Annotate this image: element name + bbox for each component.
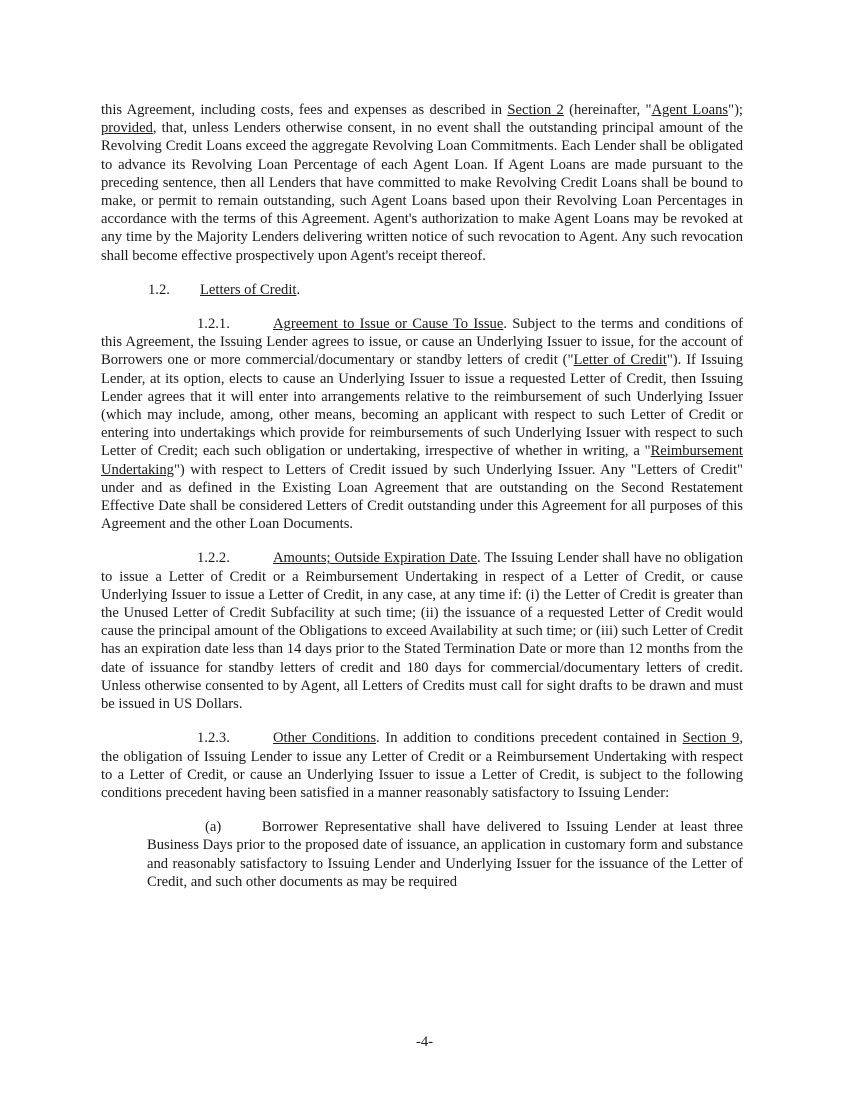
clause-label: (a) <box>205 819 222 836</box>
section-number: 1.2.3. <box>197 730 230 747</box>
section-1-2-2-paragraph <box>101 549 743 713</box>
section-1-2-heading <box>101 281 743 299</box>
section-9-reference: Section 9 <box>682 730 740 747</box>
section-number: 1.2.2. <box>197 550 230 567</box>
text-run: ") with respect to Letters of Credit issued by such Underlying Issuer. Any "Letters of Credit" under and as defined in the Existing Loan Agreement that are outstanding on the Second Restatement Effective Date shall be considered Letters of Credit outstanding under this Agreement for all purposes of this Agreement and the other Loan Documents. <box>101 461 743 533</box>
section-2-reference: Section 2 <box>507 102 564 118</box>
page-number: -4- <box>415 1034 434 1050</box>
text-run: . In addition to conditions precedent contained in <box>376 730 683 747</box>
section-number: 1.2.1. <box>197 316 230 333</box>
defined-term-letter-of-credit: Letter of Credit <box>573 352 667 369</box>
text-run: , that, unless Lenders otherwise consent, in no event shall the outstanding principal amount of the Revolving Credit Loans exceed the aggregate Revolving Loan Commitments. Each Lender shall be obligated to advance its Revolving Loan Percentage of each Agent Loan. If Agent Loans are made pursuant to the preceding sentence, then all Lenders that have committed to make Revolving Credit Loans shall be bound to make, or permit to remain outstanding, such Agent Loans based upon their Revolving Loan Percentages in accordance with the terms of this Agreement. Agent's authorization to make Agent Loans may be revoked at any time by the Majority Lenders delivering written notice of such revocation to Agent. Any such revocation shall become effective prospectively upon Agent's receipt thereof. <box>101 120 743 264</box>
clause-a-paragraph <box>101 818 743 891</box>
text-run: , the obligation of Issuing Lender to issue any Letter of Credit or a Reimbursement Undertaking with respect to a Letter of Credit, or cause an Underlying Issuer to issue a Letter of Credit, is subject to the following conditions precedent having been satisfied in a manner reasonably satisfactory to Issuing Lender: <box>101 730 743 801</box>
text-run: "). If Issuing Lender, at its option, elects to cause an Underlying Issuer to issue a requested Letter of Credit, then Issuing Lender agrees that it will enter into arrangements relative to the reimbursement of such Underlying Issuer (which may include, among, other means, becoming an applicant with respect to such Letter of Credit or entering into undertakings which provide for reimbursements of such Underlying Issuer with respect to such Letter of Credit; each such obligation or undertaking, irrespective of whether in writing, a " <box>101 352 743 460</box>
defined-term-reimbursement-undertaking: Reimbursement Undertaking <box>101 443 743 478</box>
section-title: Letters of Credit <box>200 281 297 298</box>
section-1-2-3-paragraph <box>101 729 743 802</box>
text-run: . Subject to the terms and conditions of this Agreement, the Issuing Lender agrees to issue, or cause an Underlying Issuer to issue, for the account of Borrowers one or more commercial/documentary or standby letters of credit (" <box>101 316 743 369</box>
section-1-2-1-paragraph <box>101 315 743 533</box>
text-run: . <box>296 281 301 298</box>
text-run: . The Issuing Lender shall have no obligation to issue a Letter of Credit or a Reimbursement Undertaking in respect of a Letter of Credit, or cause Underlying Issuer to issue a Letter of Credit, in any case, at any time if: (i) the Letter of Credit is greater than the Unused Letter of Credit Subfacility at such time; (ii) the issuance of a requested Letter of Credit would cause the principal amount of the Obligations to exceed Availability at such time; or (iii) such Letter of Credit has an expiration date less than 14 days prior to the Stated Termination Date or more than 12 months from the date of issuance for standby letters of credit and 180 days for commercial/documentary letters of credit. Unless otherwise consented to by Agent, all Letters of Credits must call for sight drafts to be drawn and must be issued in US Dollars. <box>101 550 743 713</box>
section-title: Other Conditions <box>273 730 377 747</box>
text-run: this Agreement, including costs, fees and expenses as described in <box>101 102 508 118</box>
section-number: 1.2. <box>148 281 170 298</box>
clause-text: Borrower Representative shall have delivered to Issuing Lender at least three Business Days prior to the proposed date of issuance, an application in customary form and substance and reasonably satisfactory to Issuing Lender and Underlying Issuer for the issuance of the Letter of Credit, and such other documents as may be required <box>147 819 744 890</box>
section-title: Agreement to Issue or Cause To Issue <box>273 316 504 333</box>
section-title: Amounts; Outside Expiration Date <box>273 550 477 567</box>
text-run: "); <box>728 102 743 118</box>
agent-loans-paragraph <box>101 101 743 265</box>
defined-term-agent-loans: Agent Loans <box>651 102 729 118</box>
document-page <box>101 101 743 891</box>
provided-term: provided <box>101 120 153 137</box>
text-run: (hereinafter, " <box>563 102 652 118</box>
